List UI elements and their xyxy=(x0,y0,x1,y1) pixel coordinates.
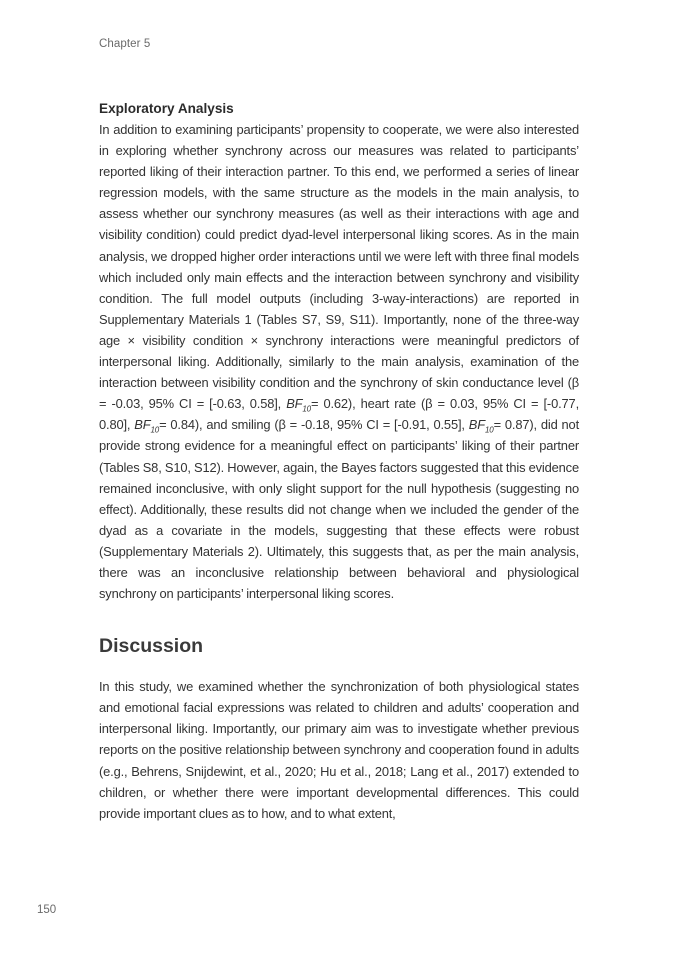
paragraph-text: = 0.84), and smiling (β = -0.18, 95% CI = [-0.91, 0.55], xyxy=(159,417,469,433)
paragraph-text: In addition to examining participants’ propensity to cooperate, we were also interested in exploring whether synchrony across our measures was related to participants’ reported liking of their interaction partner. To this end, we performed a series of linear regression models, with the same structure as the models in the main analysis, to assess whether our synchrony measures (as well as their interactions with age and visibility condition) could predict dyad-level interpersonal liking scores. As in the main analysis, we dropped higher order interactions until we were left with three final models which included only main effects and the interaction between synchrony and visibility condition. The full model outputs (including 3-way-interactions) are reported in Supplementary Materials 1 (Tables S7, S9, S11). Importantly, none of the three-way age × visibility condition × synchrony interactions were meaningful predictors of interpersonal liking. Additionally, similarly to the main analysis, examination of the interaction between visibility condition and the synchrony of skin conductance level (β = -0.03, 95% CI = [-0.63, 0.58], xyxy=(99,122,579,412)
paragraph-text: = 0.62), heart rate (β = 0.03, 95% CI = [-0.77, 0.80], xyxy=(99,396,579,433)
discussion-heading: Discussion xyxy=(99,635,204,658)
bayes-factor-subscript: 10 xyxy=(484,425,494,435)
bayes-factor-label: BF xyxy=(134,417,151,433)
exploratory-analysis-heading: Exploratory Analysis xyxy=(99,101,234,116)
paragraph-text: = 0.87), did not provide strong evidence for a meaningful effect on participants’ liking of their partner (Tables S8, S10, S12). However, again, the Bayes factors suggested that this evidence remained inconclusive, with only slight support for the null hypothesis (suggesting no effect). Additionally, these results did not change when we included the gender of the dyad as a covariate in the models, suggesting that these effects were robust (Supplementary Materials 2). Ultimately, this suggests that, as per the main analysis, there was an inconclusive relationship between behavioral and physiological synchrony on participants’ interpersonal liking scores. xyxy=(99,417,580,602)
exploratory-analysis-paragraph xyxy=(99,119,579,604)
bayes-factor-subscript: 10 xyxy=(150,425,160,435)
bayes-factor-label: BF xyxy=(468,417,485,433)
bayes-factor-subscript: 10 xyxy=(302,404,311,414)
discussion-paragraph: In this study, we examined whether the synchronization of both physiological states and emotional facial expressions was related to children and adults’ cooperation and interpersonal liking. Importantly, our primary aim was to investigate whether previous reports on the positive relationship between synchrony and cooperation found in adults (e.g., Behrens, Snijdewint, et al., 2020; Hu et al., 2018; Lang et al., 2017) extended to children, or whether there were important developmental differences. This could provide important clues as to how, and to what extent, xyxy=(99,679,579,821)
bayes-factor-label: BF xyxy=(286,396,303,412)
running-header: Chapter 5 xyxy=(99,38,151,50)
page-number: 150 xyxy=(37,904,57,916)
page-body xyxy=(99,99,579,824)
